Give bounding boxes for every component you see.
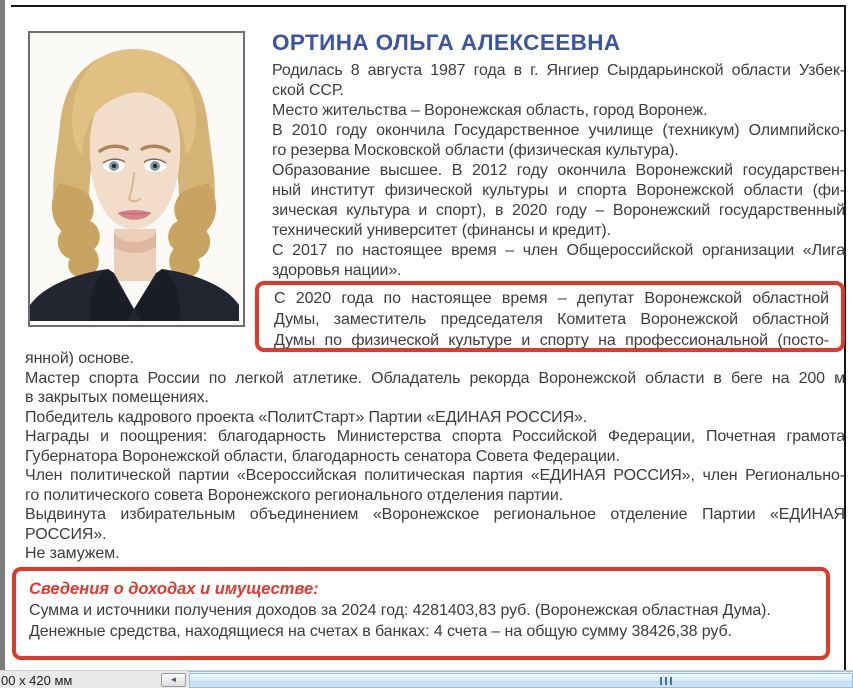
bio-text-beside-photo	[272, 61, 845, 281]
bio-line: Награды и поощрения: благодарность Министерства спорта Российской Федерации, Почетная грамота	[25, 428, 845, 445]
bio-line: Образование высшее. В 2012 году окончила Воронежский государствен-	[272, 162, 845, 179]
bio-line: ный институт физической культуры и спорта Воронежской области (фи-	[272, 182, 845, 199]
bio-line: Родилась 8 августа 1987 года в г. Янгиер Сырдарьинской области Узбек-	[272, 62, 845, 79]
bio-line: Победитель кадрового проекта «ПолитСтарт» Партии «ЕДИНАЯ РОССИЯ».	[25, 408, 588, 426]
portrait-photo	[28, 31, 245, 327]
bio-line: ской ССР.	[272, 82, 344, 99]
bio-line: Место жительства – Воронежская область, город Воронеж.	[272, 102, 708, 119]
bio-line: янной) основе.	[25, 350, 134, 367]
bio-line: го политического совета Воронежского регионального отделения партии.	[25, 486, 564, 504]
person-name-heading: ОРТИНА ОЛЬГА АЛЕКСЕЕВНА	[272, 30, 621, 55]
horizontal-scrollbar-thumb[interactable]	[189, 673, 853, 688]
scroll-left-button[interactable]	[161, 673, 186, 687]
highlight-line: Думы, заместитель председателя Комитета Воронежской областной	[274, 311, 829, 328]
bio-line: зическая культура и спорт), в 2020 году – Воронежский государственный	[272, 202, 845, 219]
highlight-line: Думы по физической культуре и спорту на профессиональной (посто-	[274, 332, 829, 349]
bio-line: Не замужем.	[25, 545, 120, 562]
bio-line: в закрытых помещениях.	[25, 389, 209, 406]
left-arrow-icon: ◄	[169, 675, 178, 684]
income-box-title: Сведения о доходах и имуществе:	[29, 580, 319, 598]
bio-line: С 2017 по настоящее время – член Общероссийской организации «Лига	[272, 242, 845, 259]
bio-line: В 2010 году окончила Государственное училище (техникум) Олимпийско-	[272, 122, 845, 139]
bio-line: здоровья нации».	[272, 262, 402, 279]
highlight-line: С 2020 года по настоящее время – депутат Воронежской областной	[274, 290, 829, 307]
bio-line: го резерва Московской области (физическая культура).	[272, 142, 679, 159]
bio-line: Член политической партии «Всероссийская политическая партия «ЕДИНАЯ РОССИЯ», член Регионально-	[25, 467, 845, 484]
highlight-box-deputy	[255, 281, 845, 352]
scrollbar-grip-icon	[660, 677, 672, 685]
income-line: Сумма и источники получения доходов за 2024 год: 4281403,83 руб. (Воронежская областная Дума).	[29, 602, 771, 619]
bio-line: Выдвинута избирательным объединением «Воронежское региональное отделение Партии «ЕДИНАЯ	[25, 506, 845, 523]
highlight-box-income	[12, 567, 830, 660]
portrait-illustration	[30, 33, 239, 321]
page-edge-strip	[0, 0, 5, 670]
page-top-border	[11, 5, 846, 7]
bio-line: Мастер спорта России по легкой атлетике. Обладатель рекорда Воронежской области в беге на 200 м	[25, 369, 845, 387]
page-size-status: 00 x 420 мм	[1, 673, 73, 688]
bio-line: Губернатора Воронежской области, благодарность сенатора Совета Федерации.	[25, 447, 620, 465]
bio-text-full-width	[25, 349, 845, 564]
income-line: Денежные средства, находящиеся на счетах в банках: 4 счета – на общую сумму 38426,38 руб.	[29, 623, 732, 640]
bio-line: РОССИЯ».	[25, 525, 107, 543]
horizontal-scrollbar-track[interactable]	[188, 671, 853, 688]
bio-line: технический университет (финансы и кредит).	[272, 222, 611, 239]
